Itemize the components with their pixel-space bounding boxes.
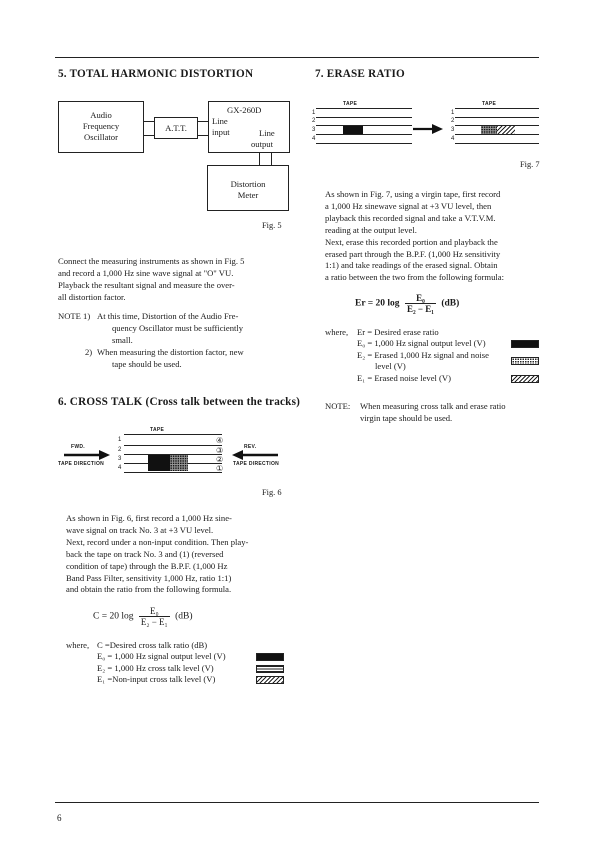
s7-formula — [355, 293, 459, 314]
fig7-left-num-1: 1 — [312, 110, 316, 116]
signal-swatch-icon — [256, 653, 284, 661]
fig6-track-line-1 — [124, 445, 222, 446]
fig7-left-line-2 — [316, 125, 412, 126]
s7-line: erased part through the B.P.F. (1,000 Hz sensitivity — [325, 248, 501, 259]
s7-def-text: E₂ = Erased 1,000 Hz signal and noise — [357, 349, 489, 360]
fig7-erased-block-checker — [481, 126, 497, 134]
oscillator-label-line3: Oscillator — [84, 132, 118, 142]
fig7-right-line-0 — [455, 108, 539, 109]
fig7-left-line-3 — [316, 134, 412, 135]
s7-definitions — [325, 327, 541, 384]
s6-def-row — [66, 640, 290, 651]
s6-where: where, — [66, 640, 90, 650]
s6-def-text: C =Desired cross talk ratio (dB) — [97, 640, 208, 650]
fig7-tape-label-left: TAPE — [343, 101, 358, 107]
s7-note-line: virgin tape should be used. — [360, 412, 453, 423]
s7-def-text: Er = Desired erase ratio — [357, 327, 439, 337]
fig6-track-num-3: 3 — [118, 456, 122, 462]
fig7-left-num-3: 3 — [312, 127, 316, 133]
fig6-track-num-1: 1 — [118, 437, 122, 443]
fig6-track-num-4: 4 — [118, 465, 122, 471]
s7-def-row — [325, 350, 541, 361]
fig7-right-num-4: 4 — [451, 136, 455, 142]
s6-def-text: E₁ =Non-input cross talk level (V) — [97, 674, 216, 685]
top-rule — [55, 57, 539, 58]
s7-line: Next, erase this recorded portion and playback the — [325, 236, 498, 247]
note1-line: small. — [112, 334, 133, 345]
s7-formula-lhs: Er = 20 log — [355, 298, 400, 309]
fig5-caption: Fig. 5 — [262, 221, 282, 230]
meter-label-1: Distortion — [230, 179, 266, 189]
note1-line: At this time, Distortion of the Audio Fre- — [97, 311, 239, 321]
oscillator-label-line1: Audio — [90, 110, 112, 120]
deck-label: GX-260D — [227, 105, 262, 115]
section-5-paragraph — [58, 256, 290, 304]
fig7-right-line-3 — [455, 134, 539, 135]
note2-line: When measuring the distortion factor, new — [97, 347, 244, 357]
section-7-title: 7. ERASE RATIO — [315, 68, 405, 80]
att-label: A.T.T. — [165, 123, 187, 133]
s7-line: 1:1) and take readings of the erased signal. Obtain — [325, 260, 498, 271]
s5-line: and record a 1,000 Hz sine wave signal at "O" VU. — [58, 267, 234, 278]
fig6-block-black — [148, 455, 170, 471]
wire-deck-meter-right — [271, 153, 272, 165]
fig7-right-num-2: 2 — [451, 118, 455, 124]
s6-def-text: E₀ = 1,000 Hz signal output level (V) — [97, 651, 226, 662]
signal-swatch-icon — [511, 340, 539, 348]
fig6-track-line-4 — [124, 472, 222, 473]
s7-formula-fraction — [405, 293, 436, 314]
erased-noise-swatch-icon — [511, 375, 539, 383]
line-output-label-2: output — [251, 139, 273, 149]
s6-line: and obtain the ratio from the following formula. — [66, 584, 232, 595]
section-5-title: 5. TOTAL HARMONIC DISTORTION — [58, 68, 254, 80]
fig7-right-line-4 — [455, 143, 539, 144]
s6-definitions — [66, 640, 290, 686]
s7-def-row — [325, 373, 541, 384]
wire-att-deck-bottom — [198, 135, 208, 136]
s5-line: Playback the resultant signal and measure the over- — [58, 279, 235, 290]
s7-def-row — [325, 327, 541, 338]
fig6-circled-4: ④ — [216, 436, 224, 445]
s6-def-row — [66, 663, 290, 674]
fig6-direction-left: TAPE DIRECTION — [58, 461, 105, 467]
fig6-rev-label: REV. — [244, 444, 257, 450]
s6-def-text: E₂ = 1,000 Hz cross talk level (V) — [97, 662, 214, 673]
page-number: 6 — [57, 813, 62, 823]
section-6-paragraph — [66, 513, 290, 596]
s6-formula-lhs: C = 20 log — [93, 611, 134, 622]
s6-line: As shown in Fig. 6, first record a 1,000 Hz sine- — [66, 513, 232, 523]
fig7-tape-label-right: TAPE — [482, 101, 497, 107]
oscillator-label-line2: Frequency — [82, 121, 120, 131]
s6-def-row — [66, 651, 290, 662]
s7-line: As shown in Fig. 7, using a virgin tape, first record — [325, 189, 501, 199]
meter-label-2: Meter — [237, 190, 259, 200]
s6-formula-den: E₂ − E₁ — [140, 617, 168, 627]
s5-note-label: NOTE 1) — [58, 311, 91, 321]
fig7-arrow-icon — [413, 124, 443, 134]
s6-line: condition of tape) through the B.P.F. (1,000 Hz — [66, 560, 228, 571]
fig6-block-checker — [170, 455, 188, 471]
s6-formula-unit: (dB) — [175, 611, 193, 622]
fig6-direction-right: TAPE DIRECTION — [233, 461, 280, 467]
crosstalk-swatch-icon — [256, 665, 284, 673]
s5-line: all distortion factor. — [58, 291, 126, 302]
s7-formula-num: E₀ — [405, 293, 436, 304]
fig6-caption: Fig. 6 — [262, 488, 282, 497]
s7-def-row — [325, 361, 541, 372]
s7-note-line: When measuring cross talk and erase ratio — [360, 401, 506, 411]
s7-line: reading at the output level. — [325, 224, 417, 235]
s6-line: back the tape on track No. 3 and (1) (reversed — [66, 548, 224, 559]
fig6-circled-1: ① — [216, 464, 224, 473]
s7-line: a ratio between the two from the following formula: — [325, 272, 504, 283]
line-input-label-2: input — [212, 127, 230, 137]
fig7-left-num-4: 4 — [312, 136, 316, 142]
s7-note — [360, 401, 542, 425]
s5-note-2-label: 2) — [85, 347, 93, 357]
fig7-left-line-0 — [316, 108, 412, 109]
s5-note-2 — [97, 347, 290, 371]
distortion-meter-box — [207, 165, 289, 211]
s7-def-row — [325, 338, 541, 349]
s7-formula-den: E₂ − E₁ — [406, 304, 434, 314]
fig7-left-num-2: 2 — [312, 118, 316, 124]
line-input-label-1: Line — [212, 116, 228, 126]
fig7-erased-block-hatch — [497, 126, 515, 134]
fig6-tape-line-top — [124, 434, 222, 435]
s6-def-row — [66, 674, 290, 685]
s7-note-label: NOTE: — [325, 401, 351, 411]
s7-formula-unit: (dB) — [441, 298, 460, 309]
note2-line: tape should be used. — [112, 358, 182, 369]
fwd-arrow-icon — [64, 450, 110, 460]
line-output-label-1: Line — [259, 128, 275, 138]
fig7-right-num-1: 1 — [451, 110, 455, 116]
wire-osc-att-bottom — [144, 135, 154, 136]
deck-box — [208, 101, 290, 153]
s7-line: playback this recorded signal and take a V.T.V.M. — [325, 212, 496, 223]
s5-note-1 — [97, 311, 290, 347]
s7-line: a 1,000 Hz sinewave signal at +3 VU level, then — [325, 200, 492, 211]
wire-osc-att-top — [144, 121, 154, 122]
noise-swatch-icon — [256, 676, 284, 684]
erased-signal-swatch-icon — [511, 357, 539, 365]
section-7-paragraph — [325, 189, 539, 284]
s6-formula — [93, 606, 193, 627]
fig7-left-line-1 — [316, 117, 412, 118]
bottom-rule — [55, 802, 539, 803]
rev-arrow-icon — [232, 450, 278, 460]
s6-line: Next, record under a non-input condition. Then play- — [66, 536, 249, 547]
fig6-circled-2: ② — [216, 455, 224, 464]
note1-line: quency Oscillator must be sufficiently — [112, 322, 244, 333]
wire-att-deck-top — [198, 121, 208, 122]
fig7-recorded-block — [343, 126, 363, 134]
s7-def-text: E₁ = Erased noise level (V) — [357, 372, 451, 383]
section-6-title: 6. CROSS TALK (Cross talk between the tracks) — [58, 396, 301, 408]
att-box — [154, 117, 198, 139]
fig6-fwd-label: FWD. — [71, 444, 85, 450]
fig7-right-line-1 — [455, 117, 539, 118]
s5-line: Connect the measuring instruments as shown in Fig. 5 — [58, 256, 245, 266]
wire-deck-meter-left — [259, 153, 260, 165]
fig7-caption: Fig. 7 — [520, 160, 540, 169]
s6-formula-fraction — [139, 606, 170, 627]
s7-def-text: E₀ = 1,000 Hz signal output level (V) — [357, 338, 486, 349]
fig7-left-line-4 — [316, 143, 412, 144]
fig6-tape-label: TAPE — [150, 427, 165, 433]
s6-line: wave signal on track No. 3 at +3 VU level. — [66, 524, 214, 535]
fig6-track-num-2: 2 — [118, 447, 122, 453]
s6-formula-num: E₀ — [139, 606, 170, 617]
s6-line: Band Pass Filter, sensitivity 1,000 Hz, ratio 1:1) — [66, 572, 232, 583]
fig7-right-num-3: 3 — [451, 127, 455, 133]
fig6-circled-3: ③ — [216, 446, 224, 455]
audio-oscillator-box — [58, 101, 144, 153]
s7-where: where, — [325, 327, 349, 337]
s7-def-text: level (V) — [375, 361, 406, 372]
